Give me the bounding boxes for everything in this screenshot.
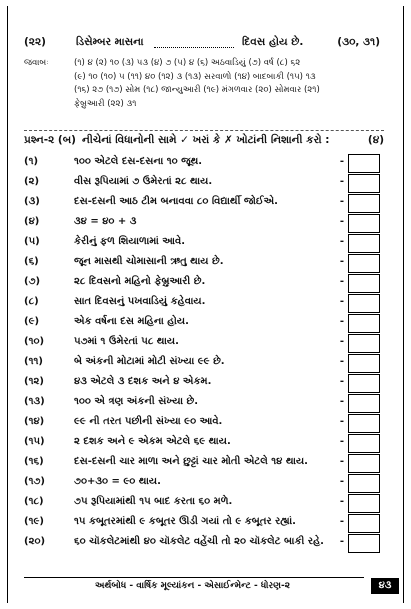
statement-text: ૭૦+૩૦ = ૯૦ થાય. xyxy=(74,476,161,487)
statement-dash: - xyxy=(339,496,344,507)
statement-text: કેરીનું ફળ શિયાળામાં આવે. xyxy=(74,236,186,247)
answer-box[interactable] xyxy=(348,474,380,493)
statement-text: ૭૫ રૂપિયામાંથી ૧૫ બાદ કરતા ૬૦ મળે. xyxy=(74,496,233,507)
statement-number: (૫) xyxy=(24,236,40,247)
question-number: (૨૨) xyxy=(24,36,46,48)
statement-dash: - xyxy=(339,536,344,547)
statement-row xyxy=(24,253,384,273)
question-text: ડિસેમ્બર માસના xyxy=(76,36,144,48)
answer-box[interactable] xyxy=(348,274,380,293)
answer-box[interactable] xyxy=(348,414,380,433)
answer-box[interactable] xyxy=(348,194,380,213)
statement-text: ૪૩ એટલે ૩ દશક અને ૪ એકમ. xyxy=(74,376,212,387)
statement-number: (૧૮) xyxy=(24,496,44,507)
statement-text: બે અંકની મોટામાં મોટી સંખ્યા ૯૯ છે. xyxy=(74,356,225,367)
heading-prefix: પ્રશ્ન-૨ (બ) xyxy=(24,134,76,146)
statement-row xyxy=(24,433,384,453)
statement-text: વીસ રૂપિયામાં ૭ ઉમેરતાં ૨૮ થાય. xyxy=(74,176,213,187)
statement-text: ૨૮ દિવસનો મહિનો ફેબ્રુઆરી છે. xyxy=(74,276,206,287)
statement-number: (૧૨) xyxy=(24,376,44,387)
statement-row xyxy=(24,533,384,553)
statement-text: ૬૦ ચૉકલેટમાંથી ૪૦ ચૉકલેટ વહેંચી તો ૨૦ ચૉકલેટ બાકી રહે. xyxy=(74,536,324,547)
statement-dash: - xyxy=(339,196,344,207)
statement-row xyxy=(24,213,384,233)
answer-line: (૯) ૧૦ (૧૦) ૫ (૧૧) ૪૦ (૧૨) ૩ (૧૩) સરવાળો (૧૪) બાદબાકી (૧૫) ૧૩ xyxy=(74,71,316,82)
fill-blank-line xyxy=(154,36,234,48)
statement-number: (૧૦) xyxy=(24,336,45,347)
statement-text: દસ-દસની આઠ ટીમ બનાવવા ૮૦ વિદ્યાર્થી જોઈએ. xyxy=(74,196,278,207)
statement-dash: - xyxy=(339,256,344,267)
statement-row xyxy=(24,353,384,373)
statement-dash: - xyxy=(339,456,344,467)
right-border xyxy=(403,6,404,603)
answer-box[interactable] xyxy=(348,314,380,333)
statement-text: દસ-દસની ચાર માળા અને છુટ્ટાં ચાર મોતી એટલે ૧૪ થાય. xyxy=(74,456,308,467)
statement-dash: - xyxy=(339,316,344,327)
answer-line: ફેબ્રુઆરી (૨૨) ૩૧ xyxy=(74,98,137,109)
statement-text: ૧૫ કબૂતરમાંથી ૯ કબૂતર ઊડી ગયાં તો ૯ કબૂતર રહ્યાં. xyxy=(74,516,296,527)
statement-number: (૧૧) xyxy=(24,356,43,367)
statement-text: ૩૪ = ૪૦ + ૩ xyxy=(74,216,137,227)
statement-number: (૯) xyxy=(24,316,40,327)
statement-dash: - xyxy=(339,376,344,387)
statement-row xyxy=(24,473,384,493)
statement-row xyxy=(24,453,384,473)
statement-row xyxy=(24,373,384,393)
statement-dash: - xyxy=(339,276,344,287)
statement-number: (૧૩) xyxy=(24,396,45,407)
statement-text: ૧૦૦ એ ત્રણ અંકની સંખ્યા છે. xyxy=(74,396,199,407)
statement-row xyxy=(24,413,384,433)
statement-text: ૫૭માં ૧ ઉમેરતાં ૫૮ થાય. xyxy=(74,336,179,347)
statement-row xyxy=(24,173,384,193)
answer-line: (૧૬) ૨૭ (૧૭) સોમ (૧૮) જાન્યુઆરી (૧૯) મંગળવાર (૨૦) સોમવાર (૨૧) xyxy=(74,85,320,95)
statement-dash: - xyxy=(339,516,344,527)
statement-row xyxy=(24,293,384,313)
answer-box[interactable] xyxy=(348,354,380,373)
statement-text: સાત દિવસનું પખવાડિયું કહેવાય. xyxy=(74,296,206,307)
answer-box[interactable] xyxy=(348,254,380,273)
answer-box[interactable] xyxy=(348,214,380,233)
answer-line: (૧) ૪ (૨) ૧૦ (૩) ૫૩ (૪) ૭ (૫) ૪ (૬) અઠવાડિયું (૭) વર્ષ (૮) ૬૨ xyxy=(74,58,301,68)
statement-row xyxy=(24,493,384,513)
statement-row xyxy=(24,333,384,353)
answer-box[interactable] xyxy=(348,494,380,513)
statement-dash: - xyxy=(339,476,344,487)
answer-box[interactable] xyxy=(348,234,380,253)
statement-number: (૧) xyxy=(24,156,39,167)
statement-text: ૯૯ ની તરત પછીની સંખ્યા ૯૦ આવે. xyxy=(74,416,223,427)
answer-box[interactable] xyxy=(348,514,380,533)
statement-number: (૨૦) xyxy=(24,536,46,547)
answers-label: જવાબઃ xyxy=(24,58,49,68)
statement-number: (૧૯) xyxy=(24,516,44,527)
statement-row xyxy=(24,273,384,293)
statement-dash: - xyxy=(339,336,344,347)
statement-list xyxy=(24,153,384,553)
page-footer xyxy=(0,577,411,597)
statement-text: જૂન માસથી ચોમાસાની ઋતુ થાય છે. xyxy=(74,256,224,267)
statement-dash: - xyxy=(339,416,344,427)
statement-text: એક વર્ષના દસ મહિના હોય. xyxy=(74,316,189,327)
statement-number: (૧૬) xyxy=(24,456,44,467)
statement-row xyxy=(24,193,384,213)
answer-box[interactable] xyxy=(348,374,380,393)
statement-number: (૮) xyxy=(24,296,39,307)
statement-number: (૭) xyxy=(24,276,41,287)
statement-number: (૧૪) xyxy=(24,416,45,427)
statement-number: (૧૭) xyxy=(24,476,45,487)
answer-box[interactable] xyxy=(348,394,380,413)
statement-number: (૨) xyxy=(24,176,40,187)
footer-text: અર્થબોધ - વાર્ષિક મૂલ્યાંકન - એસાઈન્મેન્ટ - ધોરણ-૨ xyxy=(95,581,291,591)
statement-text: ૧૦૦ એટલે દસ-દસના ૧૦ જૂથ. xyxy=(74,156,203,167)
statement-row xyxy=(24,233,384,253)
question-text-end: દિવસ હોય છે. xyxy=(242,36,304,48)
answer-box[interactable] xyxy=(348,534,380,553)
answer-box[interactable] xyxy=(348,174,380,193)
statement-number: (૧૫) xyxy=(24,436,45,447)
answer-box[interactable] xyxy=(348,294,380,313)
answers-lines xyxy=(74,57,386,111)
statement-dash: - xyxy=(339,176,344,187)
footer-rule xyxy=(24,577,364,578)
statement-dash: - xyxy=(339,356,344,367)
statement-row xyxy=(24,513,384,533)
question-marks: (૩૦, ૩૧) xyxy=(337,36,380,48)
answer-box[interactable] xyxy=(348,334,380,353)
statement-dash: - xyxy=(339,396,344,407)
statement-dash: - xyxy=(339,236,344,247)
statement-row xyxy=(24,393,384,413)
statement-number: (૩) xyxy=(24,196,40,207)
statement-dash: - xyxy=(339,436,344,447)
statement-number: (૪) xyxy=(24,216,40,227)
statement-number: (૬) xyxy=(24,256,39,267)
statement-dash: - xyxy=(339,216,344,227)
heading-instruction: નીચેનાં વિધાનોની સામે ✓ ખરાં કે ✗ ખોટાંની નિશાની કરો : xyxy=(82,134,330,146)
answer-box[interactable] xyxy=(348,154,380,173)
answer-box[interactable] xyxy=(348,454,380,473)
statement-dash: - xyxy=(339,296,344,307)
statement-text: ૨ દશક અને ૯ એકમ એટલે ૬૯ થાય. xyxy=(74,436,231,447)
heading-marks: (૪) xyxy=(367,134,384,146)
statement-row xyxy=(24,153,384,173)
left-border xyxy=(7,6,8,603)
section-divider xyxy=(24,130,384,131)
statement-dash: - xyxy=(339,156,344,167)
answer-box[interactable] xyxy=(348,434,380,453)
statement-row xyxy=(24,313,384,333)
page-number: ૪૩ xyxy=(371,578,399,594)
